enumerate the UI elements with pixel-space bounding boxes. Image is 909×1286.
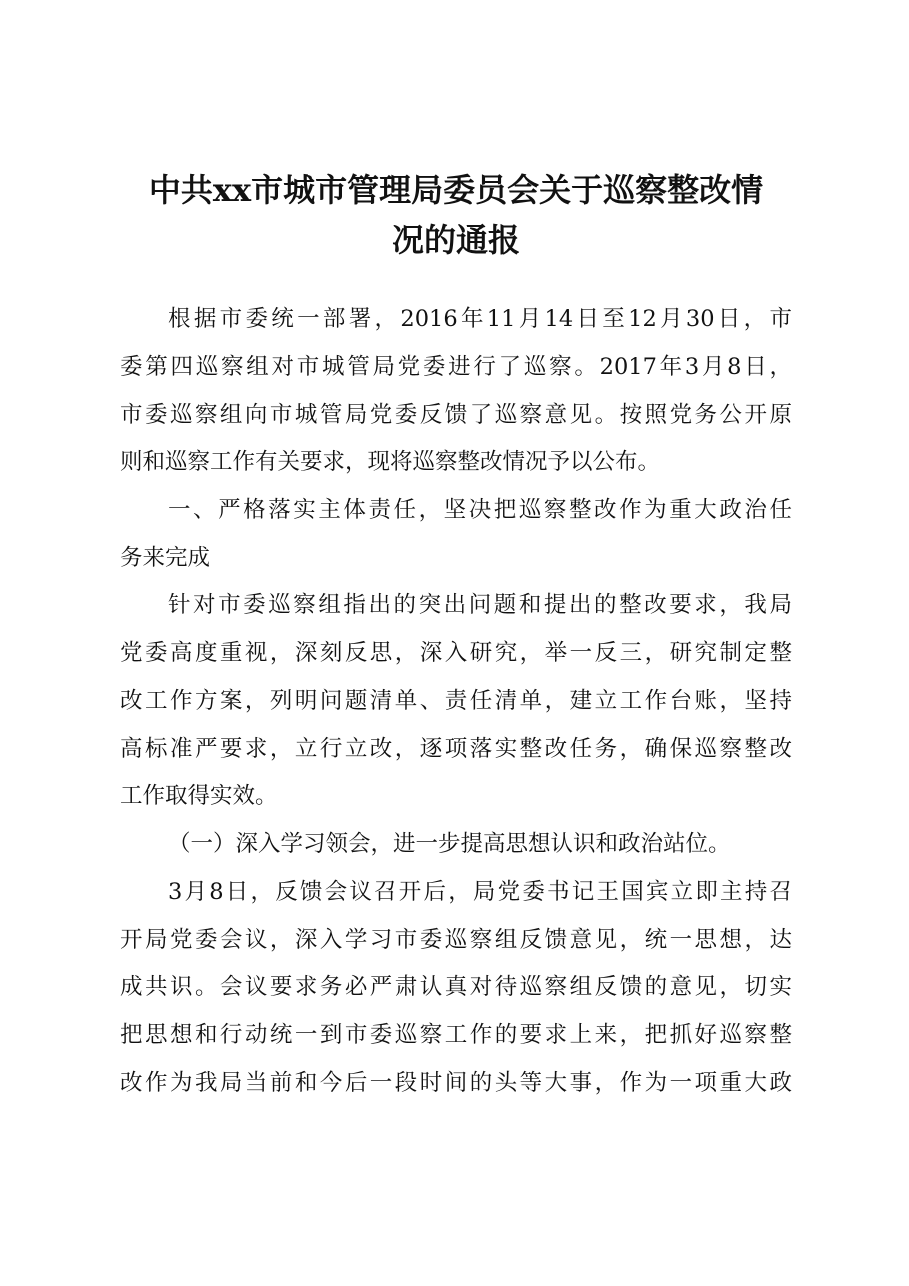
document-title-line-2: 况的通报 bbox=[391, 221, 520, 259]
body-text-line: 委第四巡察组对市城管局党委进行了巡察。2017年3月8日， bbox=[120, 354, 792, 380]
body-text-line: 针对市委巡察组指出的突出问题和提出的整改要求，我局 bbox=[168, 592, 792, 618]
body-text-line: 改作为我局当前和今后一段时间的头等大事，作为一项重大政 bbox=[120, 1070, 792, 1096]
section-heading-line: 一、严格落实主体责任，坚决把巡察整改作为重大政治任 bbox=[168, 497, 792, 523]
section-heading-line: 务来完成 bbox=[120, 545, 211, 571]
body-text-line: 党委高度重视，深刻反思，深入研究，举一反三，研究制定整 bbox=[120, 640, 792, 666]
body-text-line: 改工作方案，列明问题清单、责任清单，建立工作台账，坚持 bbox=[120, 688, 792, 714]
body-text-line: 3月8日，反馈会议召开后，局党委书记王国宾立即主持召 bbox=[168, 879, 792, 905]
body-text-line: 把思想和行动统一到市委巡察工作的要求上来，把抓好巡察整 bbox=[120, 1022, 792, 1048]
subsection-heading-line: （一）深入学习领会，进一步提高思想认识和政治站位。 bbox=[168, 831, 731, 857]
body-text-line: 高标准严要求，立行立改，逐项落实整改任务，确保巡察整改 bbox=[120, 736, 792, 762]
body-text-line: 成共识。会议要求务必严肃认真对待巡察组反馈的意见，切实 bbox=[120, 974, 792, 1000]
body-text-line: 开局党委会议，深入学习市委巡察组反馈意见，统一思想，达 bbox=[120, 927, 792, 953]
body-text-line: 市委巡察组向市城管局党委反馈了巡察意见。按照党务公开原 bbox=[120, 402, 792, 428]
body-text-line: 工作取得实效。 bbox=[120, 783, 278, 809]
document-title-line-1: 中共xx市城市管理局委员会关于巡察整改情 bbox=[148, 171, 764, 209]
body-text-line: 根据市委统一部署，2016年11月14日至12月30日，市 bbox=[168, 306, 792, 332]
body-text-line: 则和巡察工作有关要求，现将巡察整改情况予以公布。 bbox=[120, 449, 661, 475]
